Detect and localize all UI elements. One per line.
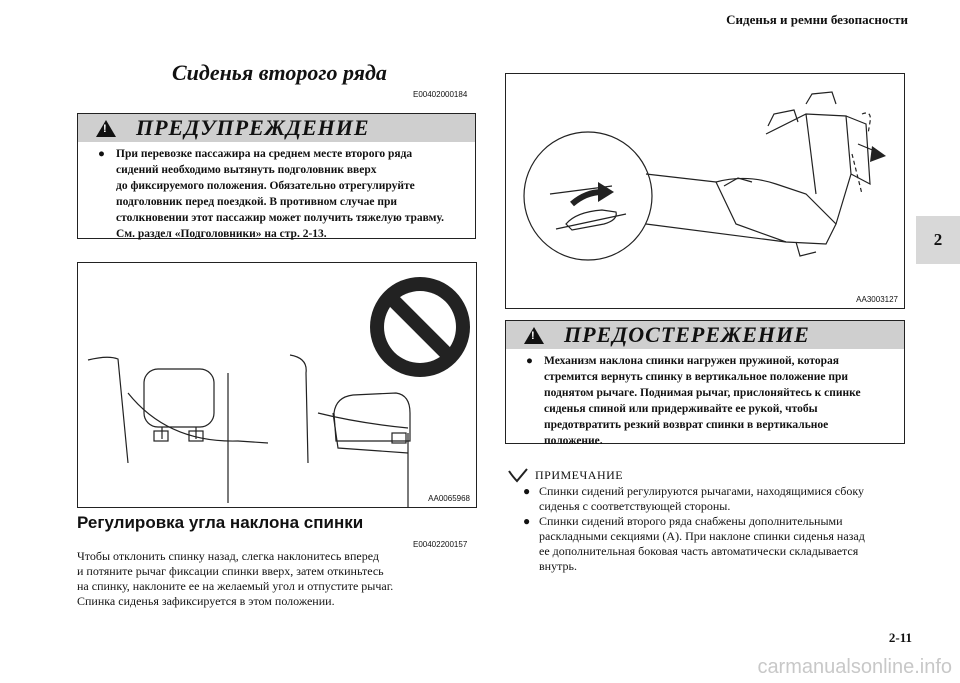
headrest-illustration bbox=[78, 263, 476, 507]
section-code: E00402000184 bbox=[413, 90, 468, 99]
caution-box bbox=[505, 320, 905, 447]
warning-triangle-icon bbox=[96, 120, 116, 137]
prohibition-icon bbox=[370, 277, 470, 377]
caution-title: ПРЕДОСТЕРЕЖЕНИЕ bbox=[564, 322, 810, 347]
figure-headrest bbox=[77, 262, 477, 508]
note-section bbox=[507, 467, 907, 574]
section-title: Сиденья второго ряда bbox=[172, 60, 387, 85]
subsection-title: Регулировка угла наклона спинки bbox=[77, 513, 364, 532]
warning-text: ● При перевозке пассажира на среднем месте второго ряда сидений необходимо вытянуть подголовник вверх до фиксируемого положения. Обязательно отрегулируйте подголовник перед поездкой. В противном случае при столкновении этот пассажир может получить тяжелую травму. См. раздел «Подголовники» на стр. 2-13. bbox=[98, 148, 444, 240]
warning-box bbox=[77, 113, 476, 239]
running-header: Сиденья и ремни безопасности bbox=[726, 12, 908, 27]
note-label: ПРИМЕЧАНИЕ bbox=[535, 467, 624, 482]
subsection-text: Чтобы отклонить спинку назад, слегка наклонитесь вперед и потяните рычаг фиксации спинки вверх, затем откиньтесь на спинку, наклоните ее на желаемый угол и отпустите рычаг. Спинка сиденья зафиксируется в этом положении. bbox=[77, 549, 394, 608]
note-item: ● Спинки сидений регулируются рычагами, находящимися сбоку сиденья с соответствующей стороны. bbox=[523, 484, 865, 513]
recline-illustration bbox=[506, 74, 904, 308]
page-number: 2-11 bbox=[888, 630, 912, 645]
warning-title: ПРЕДУПРЕЖДЕНИЕ bbox=[136, 115, 370, 140]
note-pencil-icon bbox=[507, 467, 529, 483]
bullet-icon: ● bbox=[526, 355, 533, 367]
subsection-code: E00402200157 bbox=[413, 540, 468, 549]
caution-text: ● Механизм наклона спинки нагружен пружиной, которая стремится вернуть спинку в вертикальное положение при поднятом рычаге. Поднимая рычаг, прислоняйтесь к спинке сиденья спиной или придерживайте ее рукой, чтобы предотвратить резкий возврат спинки в вертикальное положение. bbox=[526, 355, 861, 447]
bullet-icon: ● bbox=[523, 484, 531, 498]
figure-code: AA0065968 bbox=[428, 494, 470, 503]
chapter-tab: 2 bbox=[916, 216, 960, 264]
figure-recline bbox=[505, 73, 905, 309]
note-item: ● Спинки сидений второго ряда снабжены дополнительными раскладными секциями (А). При наклоне спинки сиденья назад ее дополнительная боковая часть автоматически складывается внутрь. bbox=[523, 514, 865, 573]
bullet-icon: ● bbox=[98, 148, 105, 160]
caution-triangle-icon bbox=[524, 327, 544, 344]
warning-header bbox=[78, 114, 475, 142]
watermark: carmanualsonline.info bbox=[757, 656, 952, 678]
figure-code: AA3003127 bbox=[856, 295, 898, 304]
caution-header bbox=[506, 321, 904, 349]
bullet-icon: ● bbox=[523, 514, 531, 528]
